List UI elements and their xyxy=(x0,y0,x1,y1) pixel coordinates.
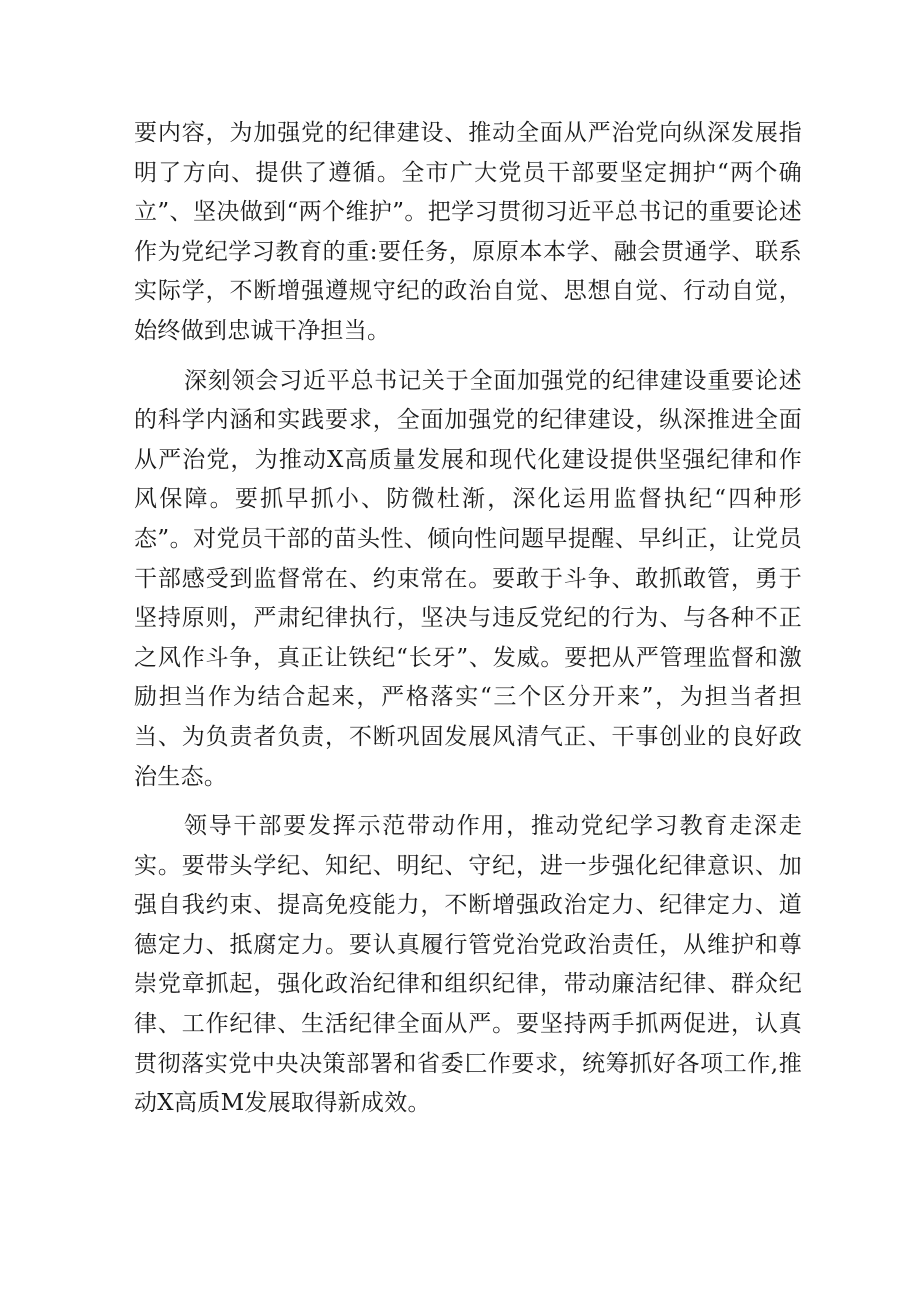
document-body xyxy=(134,114,802,1134)
paragraph-2: 深刻领会习近平总书记关于全面加强党的纪律建设重要论述的科学内涵和实践要求，全面加强党的纪律建设，纵深推进全面从严治党，为推动X高质量发展和现代化建设提供坚强纪律和作风保障。要抓早抓小、防微杜渐，深化运用监督执纪“四种形态”。对党员干部的苗头性、倾向性问题早提醒、早纠正，让党员干部感受到监督常在、约束常在。要敢于斗争、敢抓敢管，勇于坚持原则，严肃纪律执行，坚决与违反党纪的行为、与各种不正之风作斗争，真正让铁纪“长牙”、发威。要把从严管理监督和激励担当作为结合起来，严格落实“三个区分开来”，为担当者担当、为负责者负责，不断巩固发展风清气正、干事创业的良好政治生态。 xyxy=(134,367,802,790)
paragraph-1: 要内容，为加强党的纪律建设、推动全面从严治党向纵深发展指明了方向、提供了遵循。全市广大党员干部要坚定拥护“两个确立”、坚决做到“两个维护”。把学习贯彻习近平总书记的重要论述作为党纪学习教育的重:要任务，原原本本学、融会贯通学、联系实际学，不断增强遵规守纪的政治自觉、思想自觉、行动自觉，始终做到忠诚干净担当。 xyxy=(134,120,802,344)
paragraph-3: 领导干部要发挥示范带动作用，推动党纪学习教育走深走实。要带头学纪、知纪、明纪、守纪，进一步强化纪律意识、加强自我约束、提高免疫能力，不断增强政治定力、纪律定力、道德定力、抵腐定力。要认真履行管党治党政治责任，从维护和尊崇党章抓起，强化政治纪律和组织纪律，带动廉洁纪律、群众纪律、工作纪律、生活纪律全面从严。要坚持两手抓两促进，认真贯彻落实党中央决策部署和省委匚作要求，统筹抓好各项工作,推动X高质M发展取得新成效。 xyxy=(134,813,802,1117)
